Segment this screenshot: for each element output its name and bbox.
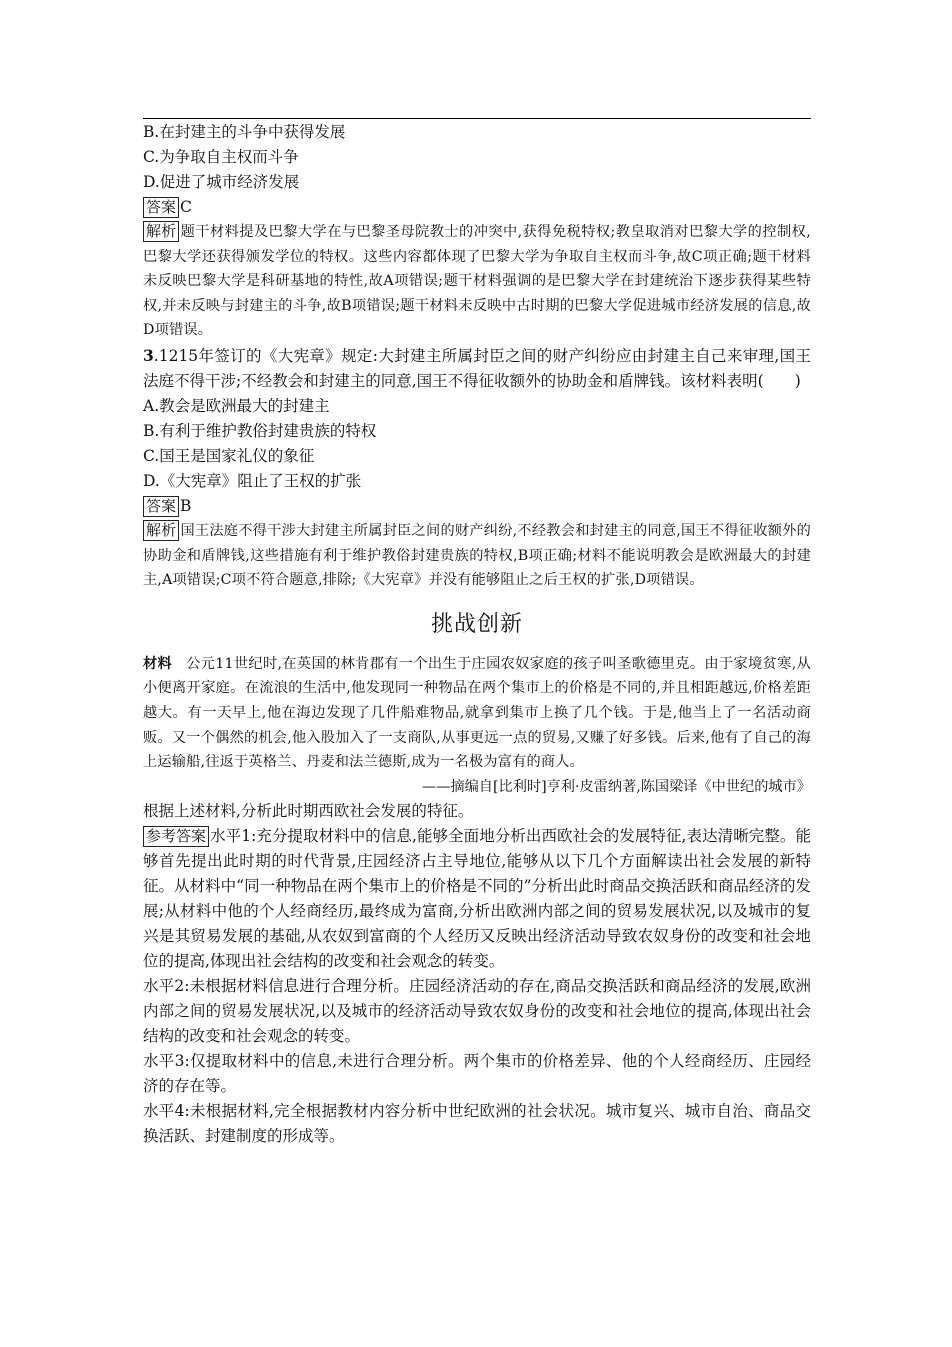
q2-analysis bbox=[143, 220, 811, 343]
q3-option-d: D.《大宪章》阻止了王权的扩张 bbox=[143, 471, 362, 490]
analysis-tag: 解析 bbox=[143, 520, 179, 541]
q2-answer: C bbox=[180, 198, 192, 216]
q2-answer-line bbox=[143, 195, 811, 220]
reference-level-3: 水平3:仅提取材料中的信息,未进行合理分析。两个集市的价格差异、他的个人经商经历、庄园经济的存在等。 bbox=[143, 1052, 811, 1096]
q2-option-b: B.在封建主的斗争中获得发展 bbox=[143, 123, 346, 141]
reference-level-1 bbox=[143, 824, 811, 974]
q3-option-b: B.有利于维护教俗封建贵族的特权 bbox=[143, 421, 377, 440]
analysis-tag: 解析 bbox=[143, 221, 179, 242]
page-content bbox=[143, 120, 811, 1149]
answer-tag: 答案 bbox=[143, 197, 179, 218]
q3-analysis-text: 国王法庭不得干涉大封建主所属封臣之间的财产纠纷,不经教会和封建主的同意,国王不得征收额外的协助金和盾牌钱,这些措施有利于维护教俗封建贵族的特权,B项正确;材料不能说明教会是欧洲最大的封建主,A项错误;C项不符合题意,排除;《大宪章》并没有能够阻止之后王权的扩张,D项错误。 bbox=[143, 522, 811, 589]
header-rule bbox=[143, 118, 811, 119]
q3-answer: B bbox=[180, 496, 192, 515]
q3-option-c: C.国王是国家礼仪的象征 bbox=[143, 446, 315, 465]
q3-number: 3 bbox=[143, 345, 154, 365]
material-source: ——摘编自[比利时]亨利·皮雷纳著,陈国梁译《中世纪的城市》 bbox=[422, 778, 811, 795]
material-text: 公元11世纪时,在英国的林肯郡有一个出生于庄园农奴家庭的孩子叫圣歌德里克。由于家境贫寒,从小便离开家庭。在流浪的生活中,他发现同一种物品在两个集市上的价格是不同的,并且相距越远,价格差距越大。有一天早上,他在海边发现了几件船难物品,就拿到集市上换了几个钱。于是,他当上了一名活动商贩。又一个偶然的机会,他入股加入了一支商队,从事更远一点的贸易,又赚了好多钱。后来,他有了自己的海上运输船,往返于英格兰、丹麦和法兰德斯,成为一名极为富有的商人。 bbox=[143, 655, 811, 771]
reference-answer-tag: 参考答案 bbox=[143, 826, 209, 847]
q2-analysis-text: 题干材料提及巴黎大学在与巴黎圣母院教士的冲突中,获得免税特权;教皇取消对巴黎大学的控制权,巴黎大学还获得颁发学位的特权。这些内容都体现了巴黎大学为争取自主权而斗争,故C项正确;题干材料未反映巴黎大学是科研基地的特性,故A项错误;题干材料强调的是巴黎大学在封建统治下逐步获得某些特权,并未反映与封建主的斗争,故B项错误;题干材料未反映中古时期的巴黎大学促进城市经济发展的信息,故D项错误。 bbox=[143, 224, 811, 339]
q3-stem-text: .1215年签订的《大宪章》规定:大封建主所属封臣之间的财产纠纷应由封建主自己来审理,国王法庭不得干涉;不经教会和封建主的同意,国王不得征收额外的协助金和盾牌钱。该材料表明( ) bbox=[143, 346, 811, 390]
q2-option-d: D.促进了城市经济发展 bbox=[143, 173, 300, 191]
q3-stem bbox=[143, 343, 811, 394]
q3-analysis bbox=[143, 519, 811, 593]
material-paragraph bbox=[143, 652, 811, 775]
answer-tag: 答案 bbox=[143, 496, 179, 517]
q2-option-c: C.为争取自主权而斗争 bbox=[143, 148, 299, 166]
section-heading: 挑战创新 bbox=[430, 611, 523, 637]
level-1-text: 水平1:充分提取材料中的信息,能够全面地分析出西欧社会的发展特征,表达清晰完整。能够首先提出此时期的时代背景,庄园经济占主导地位,能够从以下几个方面解读出社会发展的新特征。从材料中“同一种物品在两个集市上的价格是不同的”分析出此时商品交换活跃和商品经济的发展;从材料中他的个人经商经历,最终成为富商,分析出欧洲内部之间的贸易发展状况,以及城市的复兴是其贸易发展的基础,从农奴到富商的个人经历又反映出经济活动导致农奴身份的改变和社会地位的提高,体现出社会结构的改变和社会观念的转变。 bbox=[143, 827, 811, 971]
material-label: 材料 bbox=[143, 655, 173, 672]
q3-option-a: A.教会是欧洲最大的封建主 bbox=[143, 396, 330, 415]
reference-level-4: 水平4:未根据材料,完全根据教材内容分析中世纪欧洲的社会状况。城市复兴、城市自治、商品交换活跃、封建制度的形成等。 bbox=[143, 1102, 811, 1146]
reference-level-2: 水平2:未根据材料信息进行合理分析。庄园经济活动的存在,商品交换活跃和商品经济的发展,欧洲内部之间的贸易发展状况,以及城市的经济活动导致农奴身份的改变和社会地位的提高,体现出社会结构的改变和社会观念的转变。 bbox=[143, 977, 811, 1046]
challenge-question: 根据上述材料,分析此时期西欧社会发展的特征。 bbox=[143, 802, 474, 821]
q3-answer-line bbox=[143, 494, 811, 519]
